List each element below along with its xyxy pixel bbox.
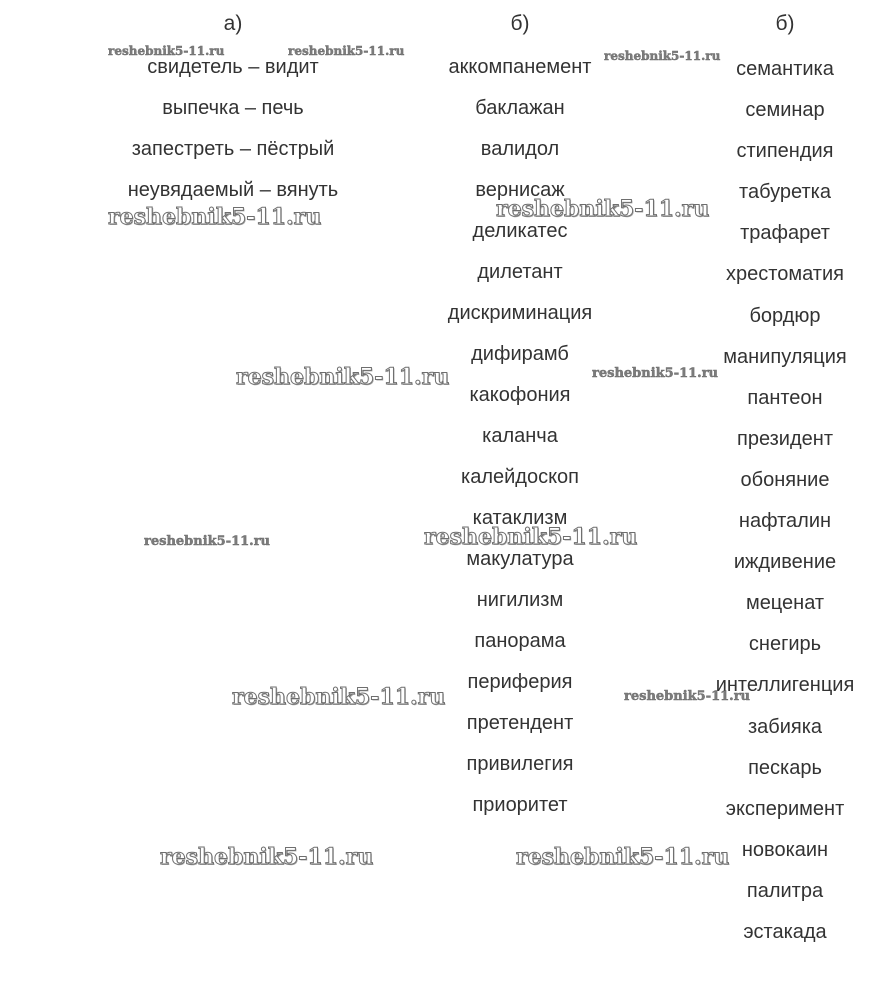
list-item: манипуляция xyxy=(723,345,847,368)
watermark: reshebnik5-11.ru xyxy=(108,44,225,58)
list-item: претендент xyxy=(466,712,574,734)
watermark: reshebnik5-11.ru xyxy=(592,366,719,381)
watermark: reshebnik5-11.ru xyxy=(424,524,638,550)
list-item: дилетант xyxy=(477,261,563,283)
list-item: хрестоматия xyxy=(726,263,844,286)
list-item: президент xyxy=(737,427,833,450)
list-item: катаклизм xyxy=(472,507,568,529)
list-item: привилегия xyxy=(466,753,574,775)
column-b-header: б) xyxy=(510,12,530,35)
list-item: иждивение xyxy=(733,551,837,574)
list-item: семинар xyxy=(745,99,825,122)
column-a-header: а) xyxy=(223,12,243,35)
list-item: эксперимент xyxy=(725,797,845,820)
watermark: reshebnik5-11.ru xyxy=(236,364,450,390)
list-item: трафарет xyxy=(740,222,830,245)
list-item: каланча xyxy=(482,425,558,447)
list-item: пескарь xyxy=(748,756,822,779)
list-item: нигилизм xyxy=(476,589,564,611)
column-c-list xyxy=(700,54,870,958)
list-item: свидетель – видит xyxy=(147,56,319,78)
list-item: периферия xyxy=(467,671,573,693)
list-item: стипендия xyxy=(736,140,834,163)
list-item: нафталин xyxy=(738,510,832,533)
list-item: запестреть – пёстрый xyxy=(131,138,335,160)
list-item: забияка xyxy=(747,715,823,738)
list-item: макулатура xyxy=(466,548,574,570)
watermark: reshebnik5-11.ru xyxy=(288,44,405,58)
list-item: калейдоскоп xyxy=(461,466,579,488)
list-item: валидол xyxy=(480,138,560,160)
list-item: интеллигенция xyxy=(715,674,855,697)
watermark: reshebnik5-11.ru xyxy=(516,844,730,870)
watermark: reshebnik5-11.ru xyxy=(160,844,374,870)
list-item: палитра xyxy=(746,879,824,902)
watermark: reshebnik5-11.ru xyxy=(624,689,751,704)
list-item: приоритет xyxy=(472,794,568,816)
list-item: выпечка – печь xyxy=(162,97,304,119)
list-item: вернисаж xyxy=(475,179,565,201)
watermark: reshebnik5-11.ru xyxy=(496,196,710,222)
list-item: деликатес xyxy=(472,220,568,242)
list-item: баклажан xyxy=(475,97,565,119)
list-item: аккомпанемент xyxy=(448,56,592,78)
list-item: снегирь xyxy=(748,633,822,656)
list-item: пантеон xyxy=(747,386,823,409)
list-item: дискриминация xyxy=(447,302,593,324)
list-item: семантика xyxy=(736,58,834,80)
column-a-list xyxy=(100,52,366,216)
watermark: reshebnik5-11.ru xyxy=(144,534,271,549)
column-b-list xyxy=(420,52,620,831)
list-item: обоняние xyxy=(740,468,830,491)
list-item: новокаин xyxy=(741,838,829,861)
list-item: эстакада xyxy=(743,920,827,943)
watermark: reshebnik5-11.ru xyxy=(108,204,322,230)
list-item: неувядаемый – вянуть xyxy=(127,179,339,201)
list-item: бордюр xyxy=(749,304,821,327)
list-item: дифирамб xyxy=(471,343,569,365)
list-item: табуретка xyxy=(739,181,831,204)
watermark: reshebnik5-11.ru xyxy=(232,684,446,710)
column-c-header: б) xyxy=(775,12,795,35)
list-item: какофония xyxy=(469,384,571,406)
list-item: панорама xyxy=(474,630,566,652)
list-item: меценат xyxy=(745,592,825,615)
watermark: reshebnik5-11.ru xyxy=(604,49,721,63)
